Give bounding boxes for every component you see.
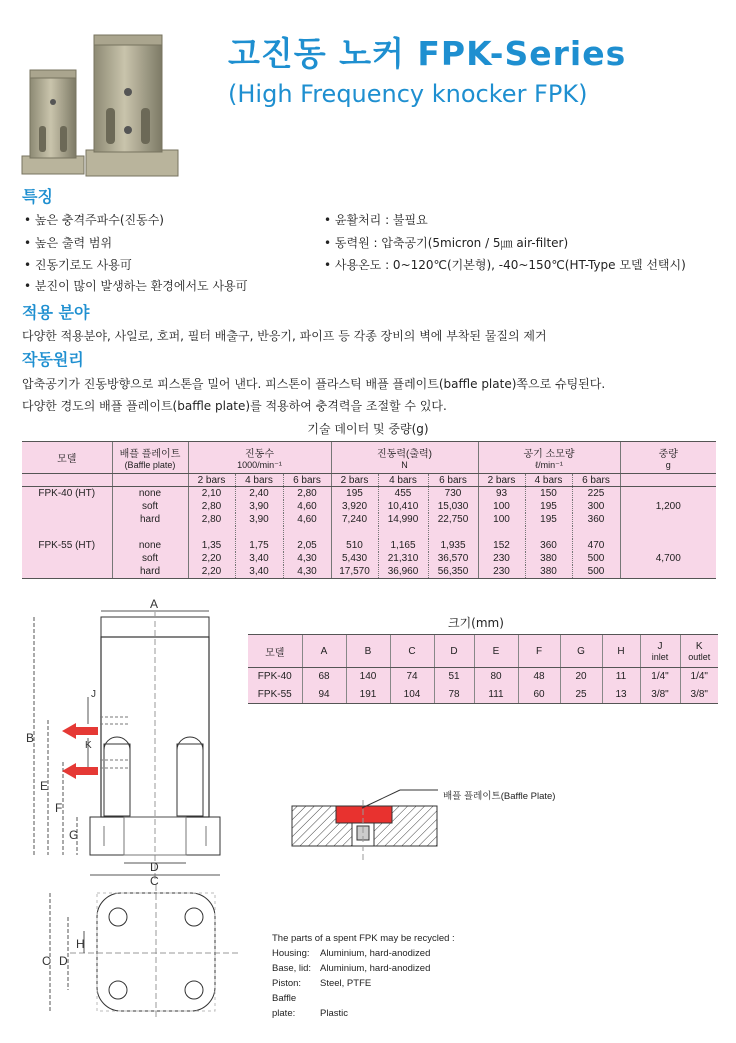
size-cell: 51 xyxy=(434,668,474,686)
spec-cell: soft xyxy=(112,552,188,565)
spec-cell: 2,05 xyxy=(283,539,331,552)
col-force: 진동력(출력) N xyxy=(331,442,478,474)
spec-cell: 455 xyxy=(378,487,428,501)
size-cell: 94 xyxy=(302,686,346,704)
size-col-header: D xyxy=(434,635,474,668)
spec-cell: 4,30 xyxy=(283,565,331,579)
spec-cell: 2,80 xyxy=(188,500,235,513)
spec-cell: 1,35 xyxy=(188,539,235,552)
size-col-header: B xyxy=(346,635,390,668)
size-cell: 111 xyxy=(474,686,518,704)
feature-item: • 윤활처리 : 불필요 xyxy=(324,213,428,227)
spec-cell: 3,40 xyxy=(235,552,283,565)
size-col-header: C xyxy=(390,635,434,668)
spec-cell: 470 xyxy=(572,539,620,552)
spec-cell: FPK-40 (HT) xyxy=(38,488,96,499)
recycle-item: Base, lid: Aluminium, hard-anodized xyxy=(272,963,431,974)
feature-item: • 진동기로도 사용可 xyxy=(24,258,132,272)
spec-cell: 36,570 xyxy=(428,552,478,565)
bar-header: 6 bars xyxy=(572,474,620,487)
spec-cell: 2,20 xyxy=(188,552,235,565)
dim-label-c: C xyxy=(150,874,159,888)
spec-cell: 2,20 xyxy=(188,565,235,579)
spec-cell: 230 xyxy=(478,565,525,579)
size-cell: 11 xyxy=(602,668,640,686)
dim-label-k: K xyxy=(85,740,92,751)
spec-cell: 36,960 xyxy=(378,565,428,579)
size-col-header: E xyxy=(474,635,518,668)
dim-label-c-bottom: C xyxy=(42,954,51,968)
spec-cell: 15,030 xyxy=(428,500,478,513)
spec-table-caption: 기술 데이터 및 중량(g) xyxy=(307,422,429,436)
dim-label-d: D xyxy=(150,860,159,874)
principle-line-1: 압축공기가 진동방향으로 피스톤을 밀어 낸다. 피스톤이 플라스틱 배플 플레이트(baffle plate)쪽으로 슈팅된다. xyxy=(22,377,606,391)
size-col-header: J inlet xyxy=(640,635,680,668)
dim-label-g: G xyxy=(69,828,79,842)
bar-header: 4 bars xyxy=(235,474,283,487)
dim-label-f: F xyxy=(55,801,63,815)
spec-cell: 14,990 xyxy=(378,513,428,526)
size-cell: 140 xyxy=(346,668,390,686)
size-cell: 1/4" xyxy=(640,668,680,686)
spec-cell: 100 xyxy=(478,500,525,513)
spec-cell: 100 xyxy=(478,513,525,526)
spec-cell: hard xyxy=(112,565,188,579)
size-cell: 20 xyxy=(560,668,602,686)
size-col-header: F xyxy=(518,635,560,668)
size-cell: 3/8" xyxy=(680,686,718,704)
size-cell: 48 xyxy=(518,668,560,686)
spec-cell: 360 xyxy=(572,513,620,526)
bar-header: 4 bars xyxy=(525,474,572,487)
spec-cell: 1,165 xyxy=(378,539,428,552)
spec-cell: 17,570 xyxy=(331,565,378,579)
spec-cell: 195 xyxy=(331,487,378,501)
spec-cell: hard xyxy=(112,513,188,526)
feature-item: • 사용온도 : 0~120℃(기본형), -40~150℃(HT-Type 모델 선택시) xyxy=(324,258,686,272)
dim-label-a: A xyxy=(150,597,159,611)
size-cell: 60 xyxy=(518,686,560,704)
spec-cell: 195 xyxy=(525,513,572,526)
size-col-header: 모델 xyxy=(248,635,302,668)
bar-header: 2 bars xyxy=(188,474,235,487)
bar-header: 2 bars xyxy=(331,474,378,487)
spec-cell: none xyxy=(112,539,188,552)
spec-cell: 21,310 xyxy=(378,552,428,565)
spec-cell: 500 xyxy=(572,552,620,565)
bar-header: 6 bars xyxy=(428,474,478,487)
recycle-item: Housing: Aluminium, hard-anodized xyxy=(272,948,431,959)
spec-cell: 1,935 xyxy=(428,539,478,552)
recycle-heading: The parts of a spent FPK may be recycled : xyxy=(272,933,455,944)
size-cell: 25 xyxy=(560,686,602,704)
size-table-caption: 크기(mm) xyxy=(448,616,504,630)
principle-line-2: 다양한 경도의 배플 플레이트(baffle plate)를 적용하여 충격력을 조절할 수 있다. xyxy=(22,399,447,413)
spec-cell: 2,10 xyxy=(188,487,235,501)
spec-cell: 4,60 xyxy=(283,513,331,526)
spec-cell: 360 xyxy=(525,539,572,552)
col-baffle: 배플 플레이트 (Baffle plate) xyxy=(112,442,188,474)
features-heading: 특징 xyxy=(22,187,53,206)
size-cell: FPK-55 xyxy=(248,686,302,704)
spec-cell: 5,430 xyxy=(331,552,378,565)
size-cell: 104 xyxy=(390,686,434,704)
spec-cell: 4,30 xyxy=(283,552,331,565)
spec-cell: 152 xyxy=(478,539,525,552)
spec-cell: 93 xyxy=(478,487,525,501)
baffle-plate-label: 배플 플레이트(Baffle Plate) xyxy=(443,791,556,802)
bar-header: 6 bars xyxy=(283,474,331,487)
page-subtitle: (High Frequency knocker FPK) xyxy=(228,80,588,108)
spec-cell: 380 xyxy=(525,565,572,579)
size-cell: 13 xyxy=(602,686,640,704)
col-frequency: 진동수 1000/min⁻¹ xyxy=(188,442,331,474)
col-model: 모델 xyxy=(22,442,112,474)
spec-cell: 22,750 xyxy=(428,513,478,526)
application-heading: 적용 분야 xyxy=(22,303,90,322)
spec-cell: 56,350 xyxy=(428,565,478,579)
spec-cell: 2,40 xyxy=(235,487,283,501)
bar-header: 4 bars xyxy=(378,474,428,487)
size-cell: FPK-40 xyxy=(257,671,292,683)
recycle-item: Baffle plate: Plastic xyxy=(272,993,348,1019)
col-weight: 중량 g xyxy=(620,442,716,474)
recycle-notes xyxy=(272,931,455,1021)
feature-item: • 동력원 : 압축공기(5micron / 5㎛ air-filter) xyxy=(324,236,569,250)
dim-label-e: E xyxy=(40,779,49,793)
spec-cell: 150 xyxy=(525,487,572,501)
dim-label-h: H xyxy=(76,937,85,951)
spec-cell: 510 xyxy=(331,539,378,552)
size-cell: 1/4" xyxy=(680,668,718,686)
spec-cell: 3,90 xyxy=(235,513,283,526)
spec-cell: none xyxy=(112,487,188,501)
size-col-header: G xyxy=(560,635,602,668)
bar-header: 2 bars xyxy=(478,474,525,487)
spec-cell: 500 xyxy=(572,565,620,579)
spec-cell: 4,60 xyxy=(283,500,331,513)
spec-cell: 380 xyxy=(525,552,572,565)
spec-cell: 1,75 xyxy=(235,539,283,552)
application-text: 다양한 적용분야, 사일로, 호퍼, 필터 배출구, 반응기, 파이프 등 각종 장비의 벽에 부착된 물질의 제거 xyxy=(22,329,547,343)
spec-cell: 3,90 xyxy=(235,500,283,513)
spec-cell: 7,240 xyxy=(331,513,378,526)
spec-cell: 230 xyxy=(478,552,525,565)
size-col-header: K outlet xyxy=(680,635,718,668)
spec-cell: 195 xyxy=(525,500,572,513)
dim-label-b: B xyxy=(26,731,35,745)
page-title: 고진동 노커 FPK-Series xyxy=(228,34,627,73)
spec-cell: 2,80 xyxy=(283,487,331,501)
dim-label-d-bottom: D xyxy=(59,954,68,968)
dim-label-j: J xyxy=(91,689,96,700)
size-cell: 78 xyxy=(434,686,474,704)
principle-heading: 작동원리 xyxy=(22,350,84,369)
spec-cell: 1,200 xyxy=(620,500,716,513)
spec-cell: 300 xyxy=(572,500,620,513)
spec-cell: 730 xyxy=(428,487,478,501)
size-cell: 3/8" xyxy=(640,686,680,704)
size-cell: 74 xyxy=(390,668,434,686)
size-cell: 68 xyxy=(302,668,346,686)
col-air: 공기 소모량 ℓ/min⁻¹ xyxy=(478,442,620,474)
size-cell: 80 xyxy=(474,668,518,686)
feature-item: • 높은 출력 범위 xyxy=(24,236,113,250)
feature-item: • 분진이 많이 발생하는 환경에서도 사용可 xyxy=(24,279,248,293)
spec-cell: soft xyxy=(112,500,188,513)
size-cell: 191 xyxy=(346,686,390,704)
spec-cell: 4,700 xyxy=(620,552,716,565)
spec-cell: FPK-55 (HT) xyxy=(38,540,96,551)
size-col-header: H xyxy=(602,635,640,668)
spec-cell: 3,40 xyxy=(235,565,283,579)
spec-cell: 10,410 xyxy=(378,500,428,513)
feature-item: • 높은 충격주파수(진동수) xyxy=(24,213,164,227)
size-col-header: A xyxy=(302,635,346,668)
spec-cell: 2,80 xyxy=(188,513,235,526)
recycle-item: Piston: Steel, PTFE xyxy=(272,978,372,989)
spec-cell: 225 xyxy=(572,487,620,501)
spec-cell: 3,920 xyxy=(331,500,378,513)
